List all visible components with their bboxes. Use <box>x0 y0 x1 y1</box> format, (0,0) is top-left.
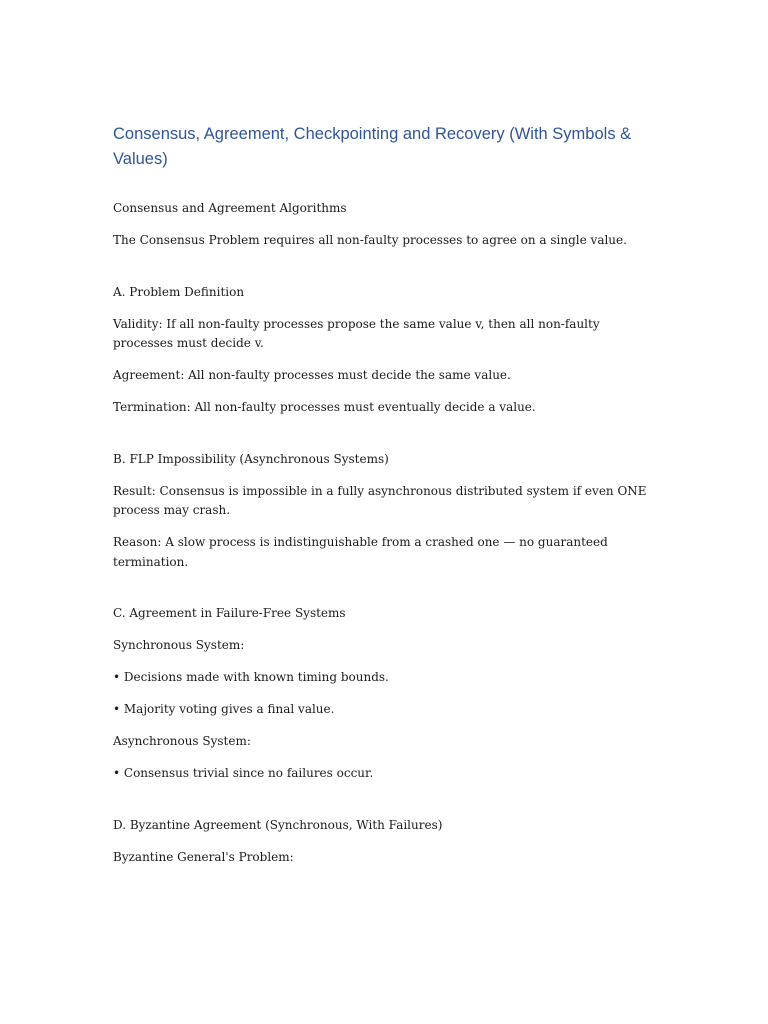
bullet-item: • Decisions made with known timing bounds. <box>113 670 389 684</box>
section-heading-flp-impossibility: B. FLP Impossibility (Asynchronous Systems) <box>113 451 389 466</box>
agreement-paragraph: Agreement: All non-faulty processes must decide the same value. <box>113 368 511 382</box>
flp-reason-paragraph: Reason: A slow process is indistinguishable from a crashed one — no guaranteed termination. <box>113 535 608 569</box>
section-heading-failure-free: C. Agreement in Failure-Free Systems <box>113 606 346 620</box>
bullet-item: • Majority voting gives a final value. <box>113 702 335 716</box>
section-heading-problem-definition: A. Problem Definition <box>113 284 245 299</box>
document-content <box>113 122 653 880</box>
intro-heading: Consensus and Agreement Algorithms <box>113 201 347 215</box>
validity-paragraph: Validity: If all non-faulty processes propose the same value v, then all non-faulty processes must decide v. <box>113 316 600 350</box>
asynchronous-system-label: Asynchronous System: <box>113 734 251 748</box>
synchronous-system-label: Synchronous System: <box>113 638 245 652</box>
intro-text: The Consensus Problem requires all non-faulty processes to agree on a single value. <box>113 233 627 247</box>
section-heading-byzantine-agreement: D. Byzantine Agreement (Synchronous, With Failures) <box>113 817 443 832</box>
termination-paragraph: Termination: All non-faulty processes must eventually decide a value. <box>113 400 536 414</box>
document-title: Consensus, Agreement, Checkpointing and Recovery (With Symbols & Values) <box>113 125 632 168</box>
flp-result-paragraph: Result: Consensus is impossible in a fully asynchronous distributed system if even ONE process may crash. <box>113 483 647 517</box>
byzantine-generals-label: Byzantine General's Problem: <box>113 849 294 864</box>
bullet-item: • Consensus trivial since no failures occur. <box>113 766 374 780</box>
